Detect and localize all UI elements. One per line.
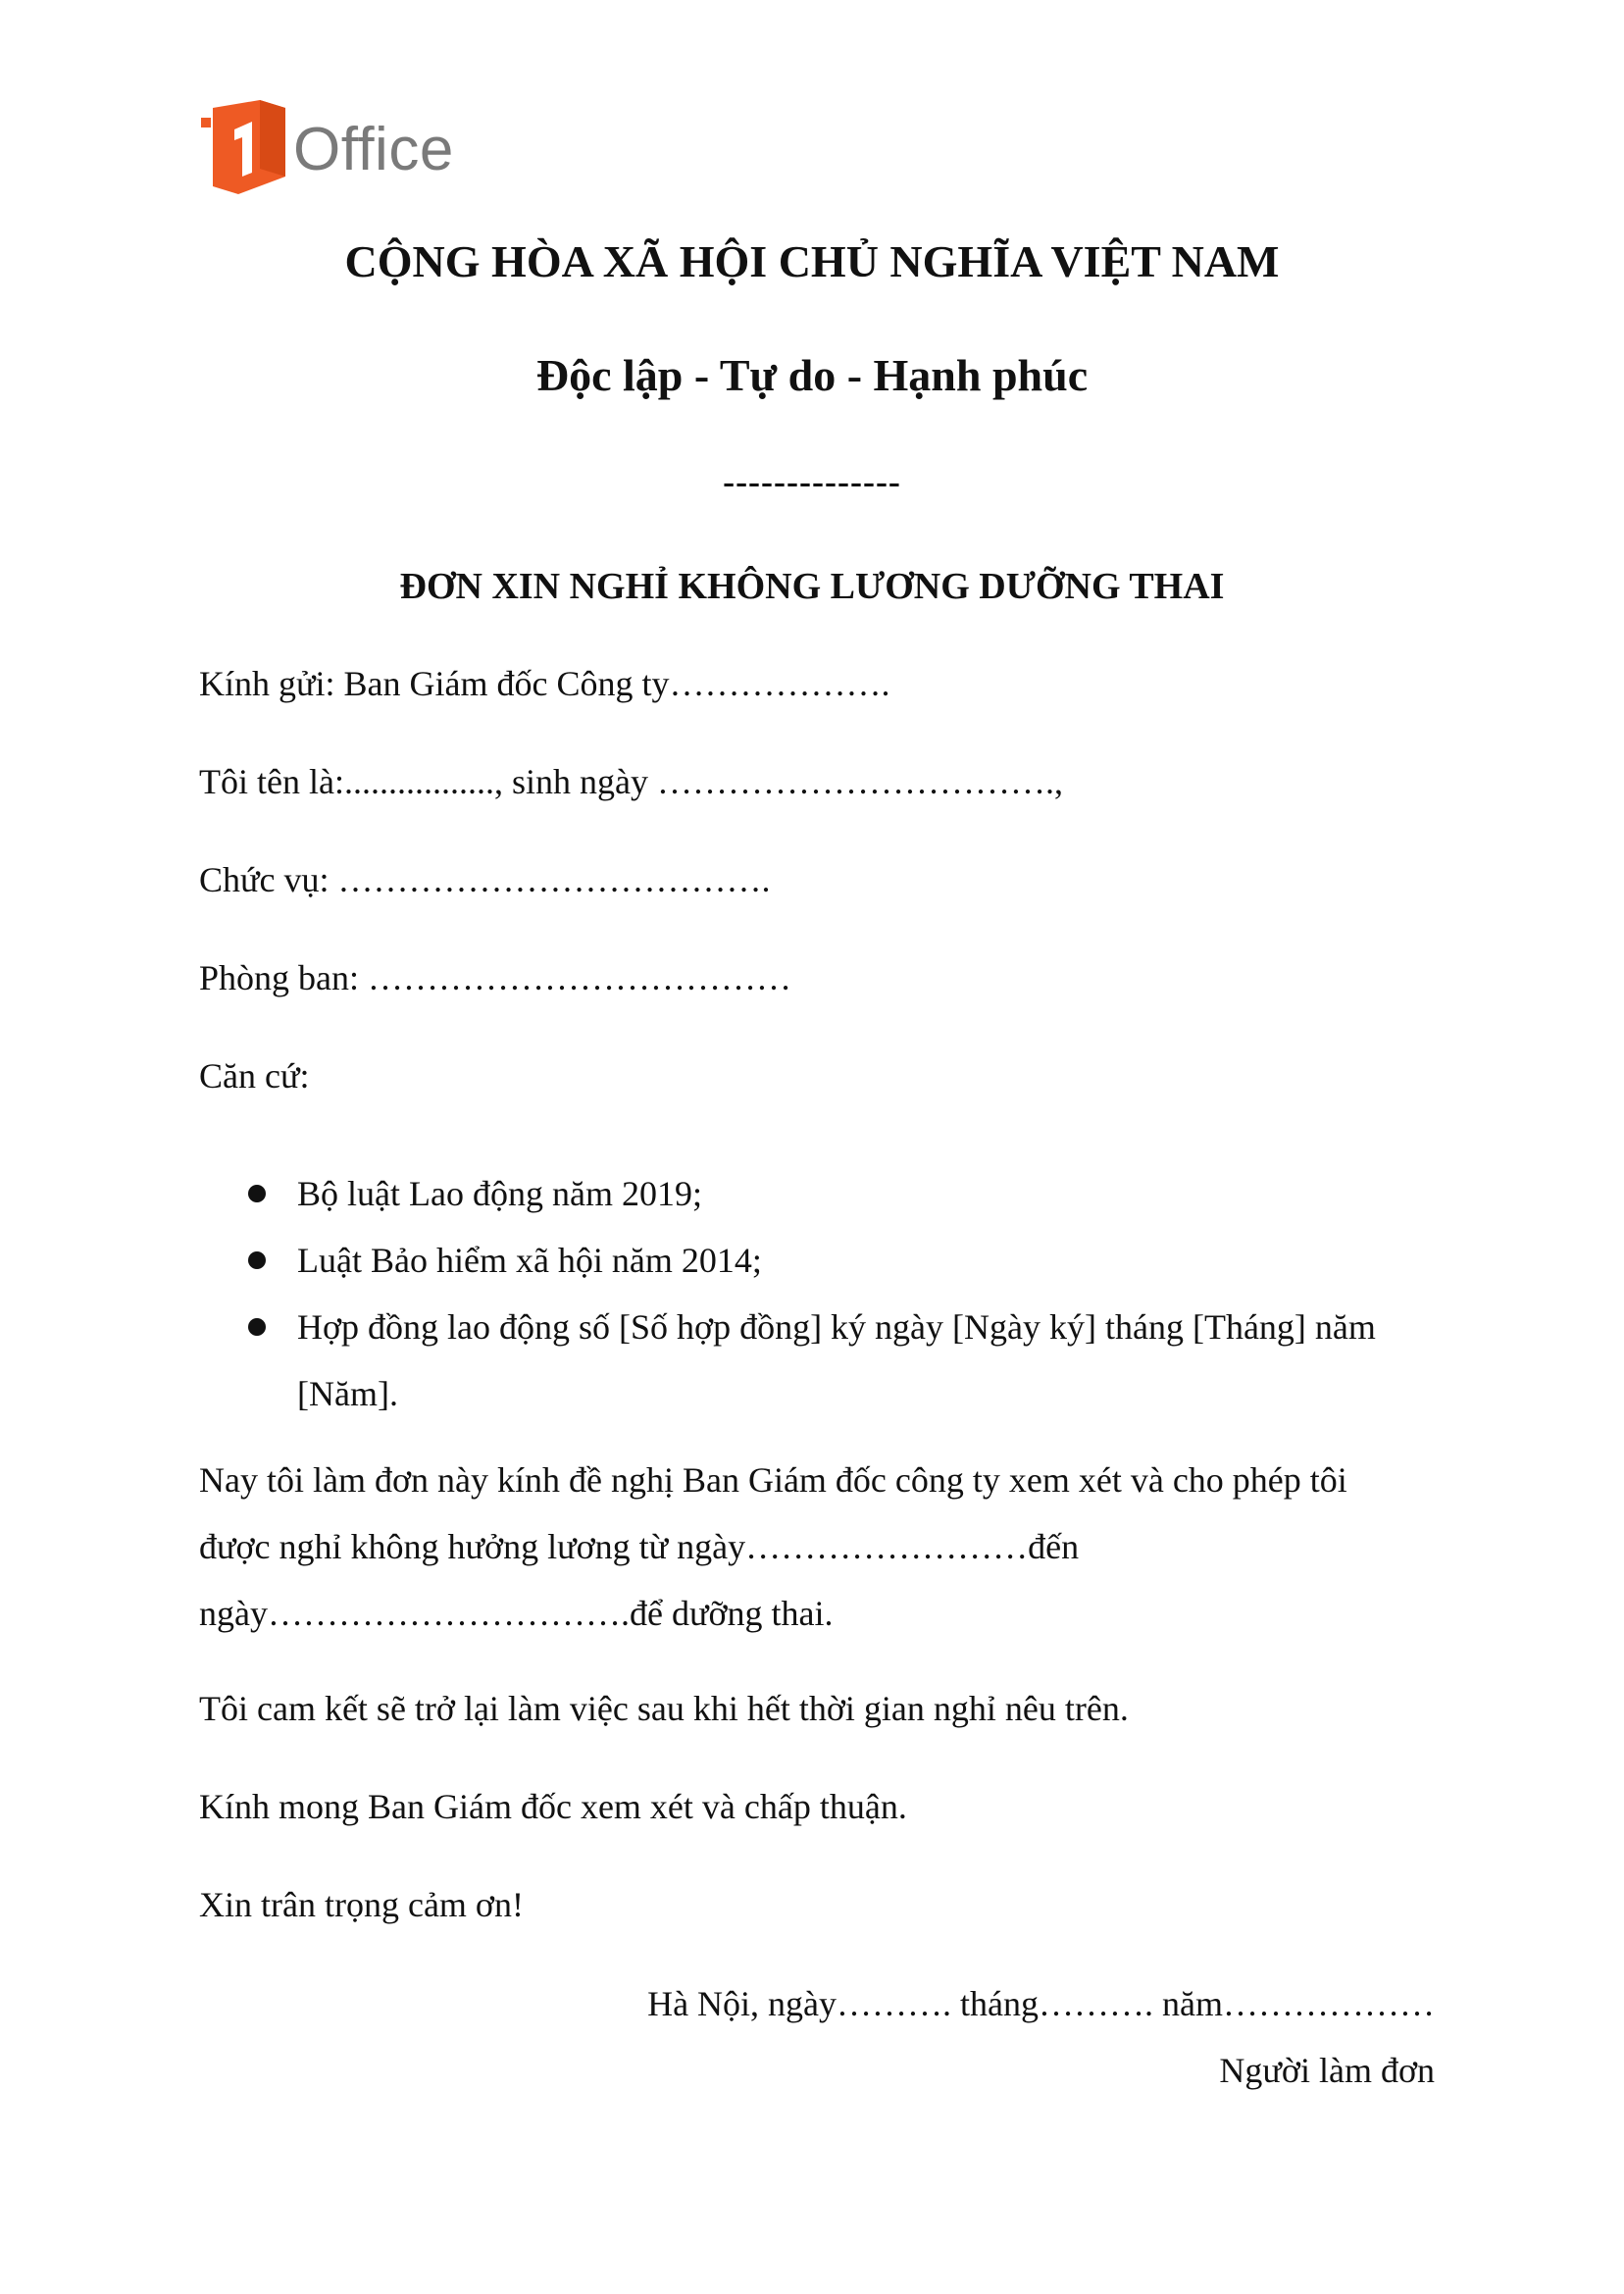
request-paragraph: Nay tôi làm đơn này kính đề nghị Ban Giám đốc công ty xem xét và cho phép tôi được nghỉ không hưởng lương từ ngày……………………đến ngày………………………….để dưỡng thai. (199, 1460, 1347, 1633)
basis-item-text: Hợp đồng lao động số [Số hợp đồng] ký ngày [Ngày ký] tháng [Tháng] năm [Năm]. (297, 1307, 1376, 1413)
list-item (245, 1227, 1461, 1294)
nation-heading: CỘNG HÒA XÃ HỘI CHỦ NGHĨA VIỆT NAM (344, 236, 1280, 286)
position-line: Chức vụ: ………………………………. (199, 860, 771, 899)
recipient-line: Kính gửi: Ban Giám đốc Công ty………………. (199, 664, 890, 703)
thanks-line: Xin trân trọng cảm ơn! (199, 1885, 524, 1924)
basis-label: Căn cứ: (199, 1056, 310, 1096)
signer-label: Người làm đơn (1219, 2051, 1435, 2090)
list-item (245, 1294, 1461, 1427)
name-birthdate-line: Tôi tên là:................., sinh ngày ……………………………., (199, 762, 1063, 801)
list-item (245, 1160, 1461, 1227)
bullet-icon (248, 1185, 266, 1202)
approval-request-line: Kính mong Ban Giám đốc xem xét và chấp thuận. (199, 1787, 907, 1826)
basis-item-text: Luật Bảo hiểm xã hội năm 2014; (297, 1241, 762, 1280)
bullet-icon (248, 1251, 266, 1269)
motto-heading: Độc lập - Tự do - Hạnh phúc (535, 350, 1089, 400)
department-line: Phòng ban: ……………………………… (199, 958, 792, 997)
place-date-line: Hà Nội, ngày………. tháng………. năm……………… (647, 1984, 1435, 2023)
logo (199, 98, 454, 196)
logo-text: Office (293, 116, 454, 183)
1office-logo-icon (199, 100, 289, 194)
commitment-line: Tôi cam kết sẽ trở lại làm việc sau khi hết thời gian nghỉ nêu trên. (199, 1689, 1129, 1728)
basis-list (245, 1160, 1461, 1427)
heading-divider: -------------- (723, 462, 901, 501)
document-title: ĐƠN XIN NGHỈ KHÔNG LƯƠNG DƯỠNG THAI (399, 566, 1225, 607)
bullet-icon (248, 1318, 266, 1336)
basis-item-text: Bộ luật Lao động năm 2019; (297, 1174, 702, 1213)
